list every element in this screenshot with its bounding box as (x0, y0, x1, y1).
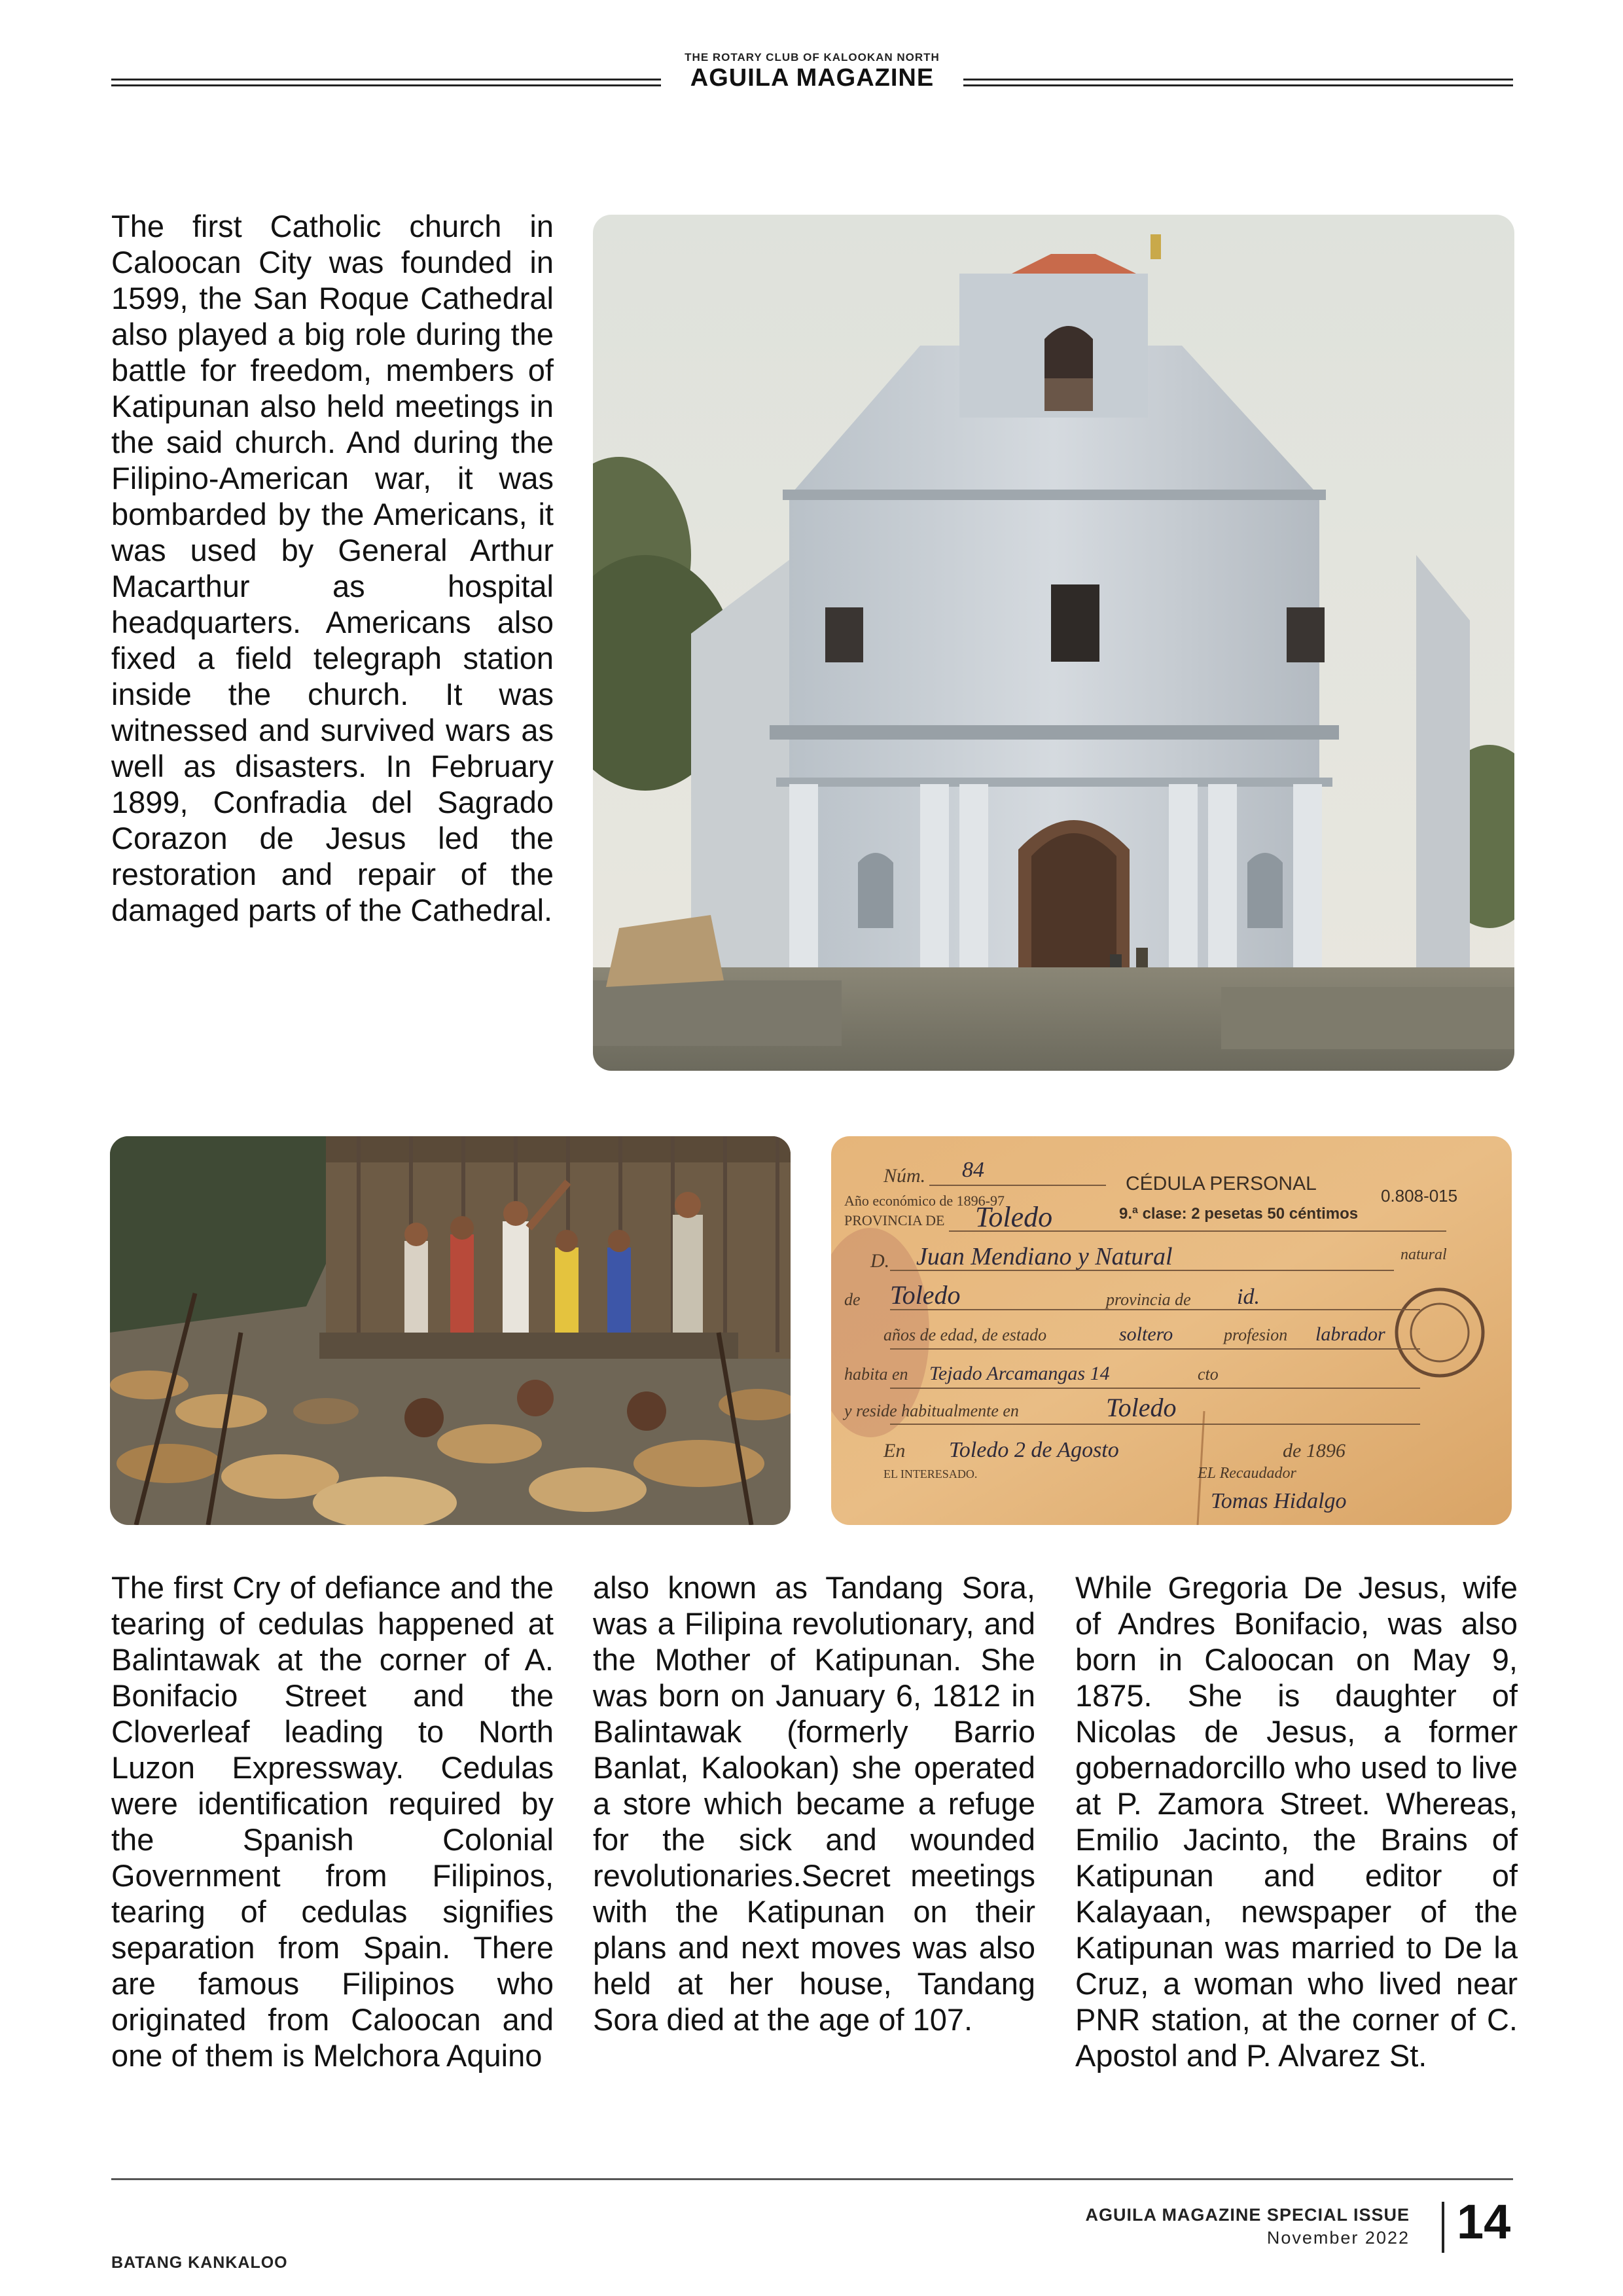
footer-issue-date: November 2022 (1266, 2228, 1410, 2248)
cedula-natural-label: natural (1400, 1246, 1447, 1263)
page-number: 14 (1457, 2195, 1511, 2249)
cedula-signature: Tomas Hidalgo (1211, 1489, 1347, 1513)
column-3-paragraph: While Gregoria De Jesus, wife of Andres Bonifacio, was also born in Caloocan on May 9, 1875. She is daughter of Nicolas de Jesus, a former gobernadorcillo who used to live at P. Zamora Street. Whereas, Emilio Jacinto, the Brains of Katipunan and editor of Kalayaan, newspaper of the Katipunan was married to De la Cruz, a woman who lived near PNR station, at the corner of C. Apostol and P. Alvarez St. (1075, 1570, 1518, 2073)
intro-paragraph: The first Catholic church in Caloocan City was founded in 1599, the San Roque Cathedral also played a big role during the battle for freedom, members of Katipunan also held meetings in the said church. And during the Filipino-American war, it was bombarded by the Americans, it was used by General Arthur Macarthur as hospital headquarters. Americans also fixed a field telegraph station inside the church. It was witnessed and survived wars as well as disasters. In February 1899, Confradia del Sagrado Corazon de Jesus led the restoration and repair of the damaged parts of the Cathedral. (111, 209, 554, 927)
footer-divider (1442, 2202, 1444, 2253)
cedula-cto-label: cto (1198, 1365, 1219, 1384)
san-roque-cathedral-photo (593, 215, 1514, 1071)
cedula-title: CÉDULA PERSONAL (1126, 1173, 1317, 1194)
cedula-serial: 0.808-015 (1381, 1186, 1458, 1206)
cedula-calle-label: habita en (844, 1365, 908, 1384)
cedula-class-line: 9.ª clase: 2 pesetas 50 céntimos (1119, 1205, 1359, 1223)
cedula-en-value: Toledo 2 de Agosto (949, 1438, 1119, 1462)
cedula-de-label: de (844, 1290, 861, 1309)
cedula-provincia-value: id. (1237, 1285, 1260, 1309)
footer-rule (111, 2178, 1513, 2180)
cedula-recaudador-label: EL Recaudador (1198, 1465, 1296, 1482)
cedula-personal-photo (831, 1136, 1512, 1525)
cedula-de-value: Toledo (890, 1280, 961, 1310)
cedula-date-label: de 1896 (1283, 1440, 1346, 1462)
column-2-paragraph: also known as Tandang Sora, was a Filipina revolutionary, and the Mother of Katipunan. She was born on January 6, 1812 in Balintawak (formerly Barrio Banlat, Kalookan) she operated a store which became a refuge for the sick and wounded revolutionaries.Secret meetings with the Katipunan on their plans and next moves was also held at her house, Tandang Sora died at the age of 107. (593, 1570, 1035, 2037)
cedula-province-label: PROVINCIA DE (844, 1212, 945, 1229)
cedula-d-value: Juan Mendiano y Natural (916, 1243, 1173, 1270)
cedula-profesion-label: profesion (1224, 1325, 1288, 1344)
cedula-en-label: En (883, 1440, 906, 1462)
cedula-interesado-label: EL INTERESADO. (883, 1467, 978, 1480)
footer-section-name: BATANG KANKALOO (111, 2253, 288, 2272)
cedula-calle-value: Tejado Arcamangas 14 (929, 1363, 1110, 1384)
cedula-num-value: 84 (962, 1158, 984, 1182)
header-club-name: THE ROTARY CLUB OF KALOOKAN NORTH (685, 51, 940, 63)
footer-issue-block (1085, 2205, 1410, 2248)
cedula-edad-value: soltero (1119, 1323, 1173, 1345)
cedula-profesion-value: labrador (1315, 1323, 1385, 1345)
cedula-reside-value: Toledo (1106, 1393, 1177, 1422)
cedula-num-label: Núm. (883, 1165, 926, 1187)
cry-of-balintawak-diorama-photo (110, 1136, 791, 1525)
cedula-province-value: Toledo (975, 1201, 1053, 1233)
cedula-reside-label: y reside habitualmente en (844, 1401, 1019, 1420)
header-magazine-title: AGUILA MAGAZINE (690, 64, 935, 92)
cedula-year-line: Año económico de 1896-97 (844, 1193, 1005, 1209)
column-1-paragraph: The first Cry of defiance and the tearing of cedulas happened at Balintawak at the corner of A. Bonifacio Street and the Cloverleaf leading to North Luzon Expressway. Cedulas were identification required by the Spanish Colonial Government from Filipinos, tearing of cedulas signifies separation from Spain. There are famous Filipinos who originated from Caloocan and one of them is Melchora Aquino (111, 1570, 554, 2073)
page-header (111, 51, 1513, 97)
footer-issue-title: AGUILA MAGAZINE SPECIAL ISSUE (1085, 2205, 1410, 2225)
cedula-edad-label: años de edad, de estado (883, 1325, 1047, 1344)
cedula-d-label: D. (870, 1250, 890, 1272)
cedula-provincia-label: provincia de (1106, 1290, 1191, 1309)
